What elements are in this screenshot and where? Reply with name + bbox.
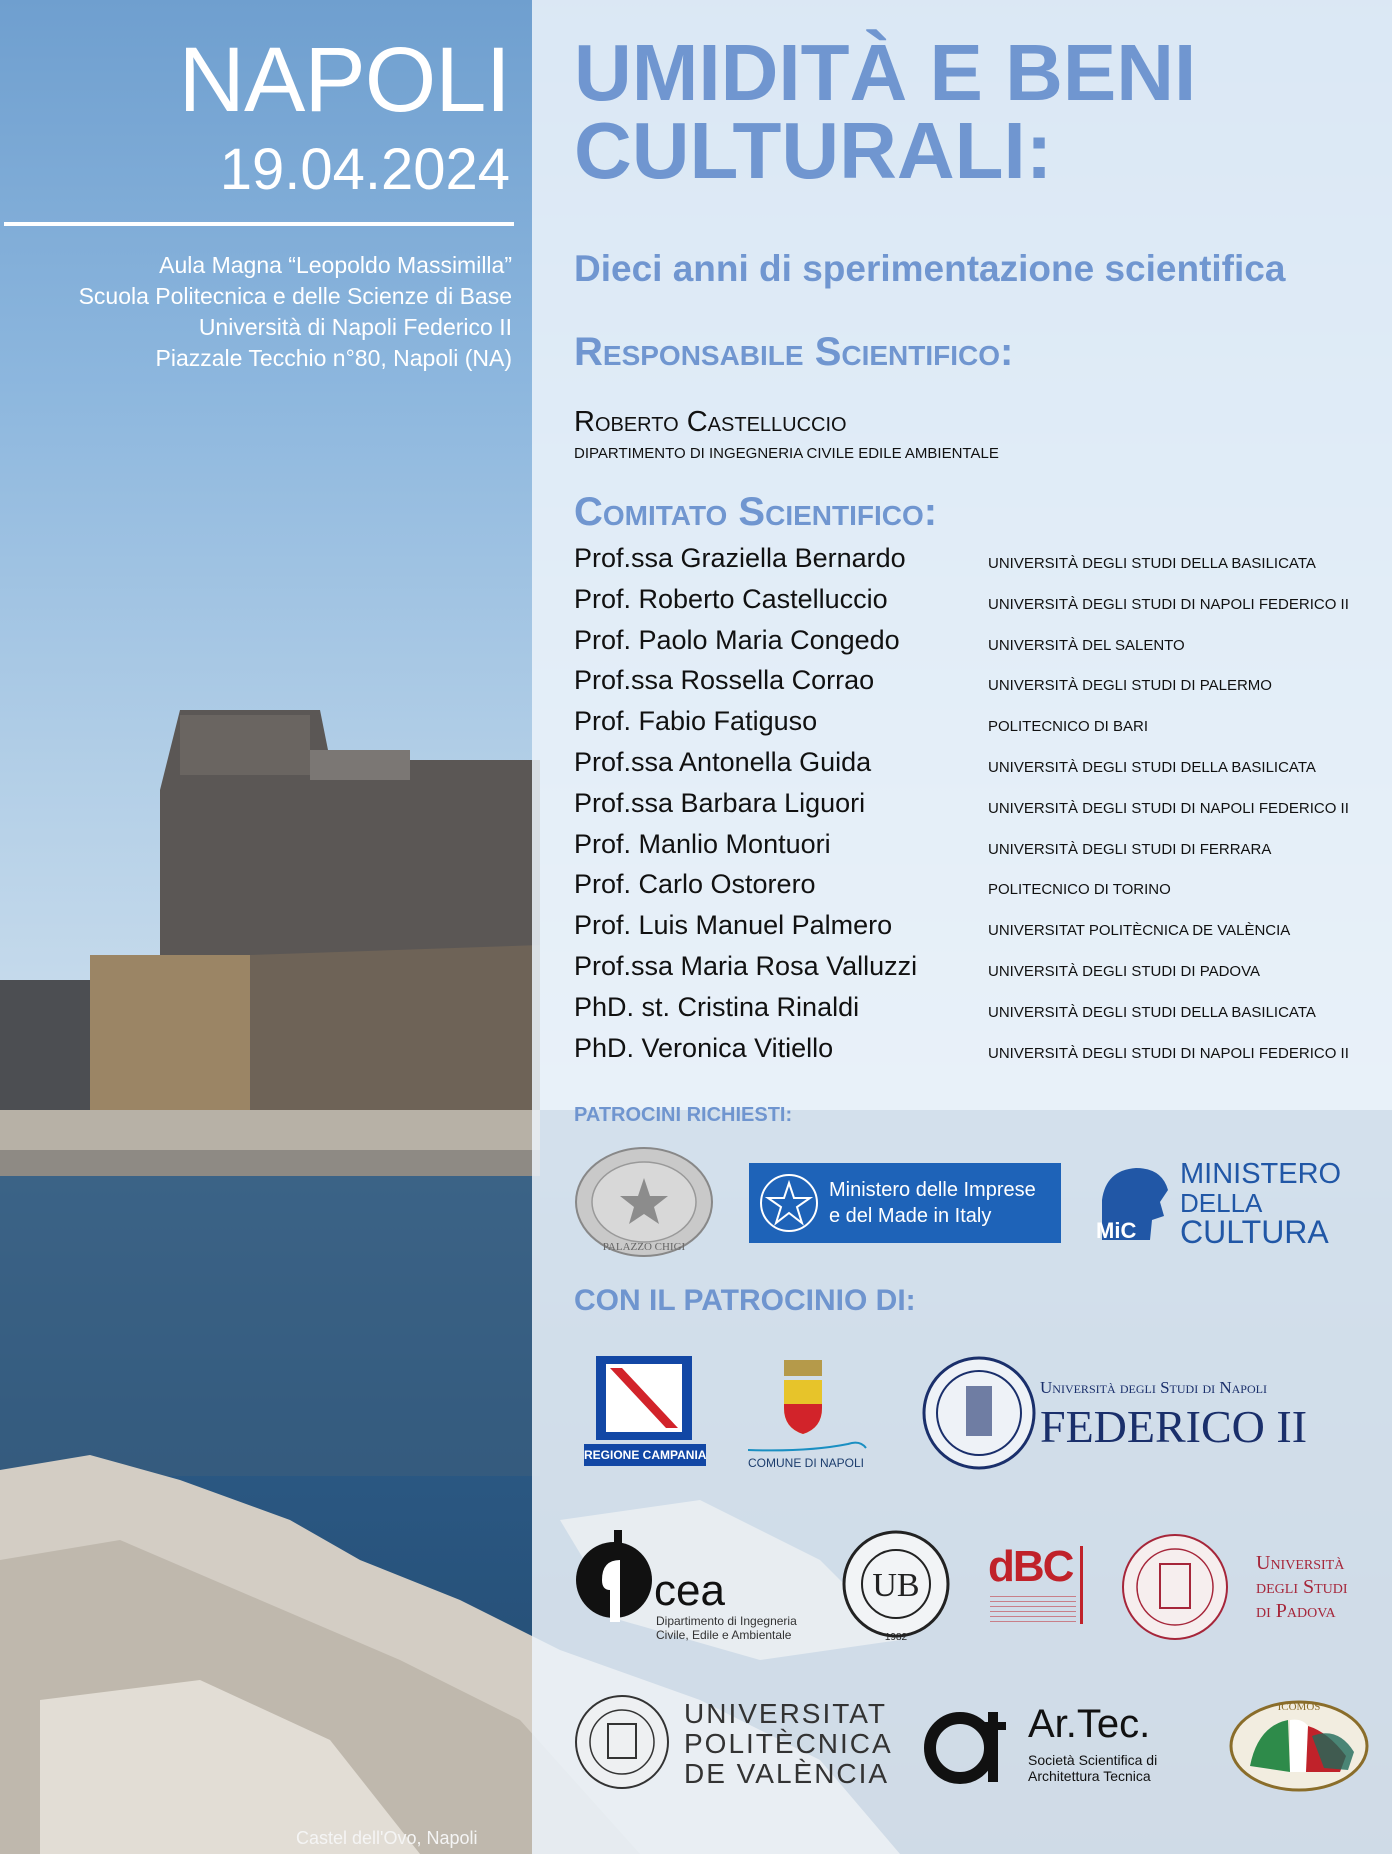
member-name: Prof.ssa Graziella Bernardo xyxy=(574,543,906,573)
title-line: CULTURALI: xyxy=(574,106,1053,195)
mimit-line1: Ministero delle Imprese xyxy=(829,1179,1036,1201)
upv-seal-icon xyxy=(574,1694,670,1790)
member-name: Prof. Paolo Maria Congedo xyxy=(574,624,900,655)
icomos-logo xyxy=(1228,1696,1370,1792)
photo-caption: Castel dell'Ovo, Napoli xyxy=(296,1828,478,1848)
icomos-label: ICOMOS xyxy=(1277,1701,1321,1713)
member-name: PhD. st. Cristina Rinaldi xyxy=(574,991,860,1022)
page-subtitle: Dieci anni di sperimentazione scientifica xyxy=(574,248,1286,289)
member-name: Prof. Carlo Ostorero xyxy=(574,869,816,900)
venue-line: Aula Magna “Leopoldo Massimilla” xyxy=(159,252,512,278)
list-item xyxy=(574,951,1374,992)
member-name: Prof. Roberto Castelluccio xyxy=(574,583,888,614)
padova-seal-icon xyxy=(1120,1532,1230,1642)
list-item xyxy=(574,788,1374,829)
mic-line2: DELLA xyxy=(1180,1188,1263,1218)
member-university: UNIVERSITAT POLITÈCNICA DE VALÈNCIA xyxy=(988,922,1291,940)
header-divider xyxy=(4,222,514,226)
palazzo-chigi-text: PALAZZO CHIGI xyxy=(602,1241,686,1253)
padova-line2: degli Studi xyxy=(1256,1576,1348,1598)
member-name: Prof. Fabio Fatiguso xyxy=(574,706,818,737)
upv-logo xyxy=(574,1694,893,1794)
member-university: UNIVERSITÀ DEGLI STUDI DI FERRARA xyxy=(988,840,1272,858)
comune-di-napoli-label: COMUNE DI NAPOLI xyxy=(748,1456,865,1470)
comitato-list xyxy=(574,543,1374,1073)
emblem-icon xyxy=(757,1171,821,1235)
regione-shield xyxy=(596,1356,692,1440)
list-item xyxy=(574,747,1374,788)
dicea-mark-icon xyxy=(574,1530,654,1622)
patrocinio-heading: CON IL PATROCINIO DI: xyxy=(574,1284,916,1317)
federico-ii-logo xyxy=(922,1356,1308,1472)
artec-mark-icon xyxy=(922,1706,1012,1786)
dbc-logo xyxy=(988,1542,1084,1626)
list-item xyxy=(574,543,1374,584)
dbc-label: dBC xyxy=(988,1542,1073,1591)
unibas-seal-logo xyxy=(840,1528,952,1642)
upv-line3: DE VALÈNCIA xyxy=(684,1758,890,1789)
federico-line1: Università degli Studi di Napoli xyxy=(1040,1378,1267,1397)
venue-info xyxy=(79,250,512,374)
dicea-line2: Civile, Edile e Ambientale xyxy=(656,1628,792,1642)
padova-line1: Università xyxy=(1256,1552,1345,1574)
mimit-line2: e del Made in Italy xyxy=(829,1205,992,1227)
member-name: Prof.ssa Maria Rosa Valluzzi xyxy=(574,950,918,981)
member-name: Prof.ssa Antonella Guida xyxy=(574,746,872,777)
member-university: UNIVERSITÀ DEGLI STUDI DI NAPOLI FEDERICO II xyxy=(988,799,1349,817)
list-item xyxy=(574,625,1374,666)
artec-line1: Società Scientifica di xyxy=(1028,1752,1158,1768)
mic-abbr: MiC xyxy=(1096,1218,1137,1243)
federico-line2: FEDERICO II xyxy=(1040,1401,1308,1452)
mic-logo xyxy=(1092,1158,1352,1248)
event-date: 19.04.2024 xyxy=(219,137,510,202)
upv-line1: UNIVERSITAT xyxy=(684,1698,887,1729)
wave-icon xyxy=(748,1438,874,1454)
mic-line1: MINISTERO xyxy=(1180,1158,1342,1190)
venue-line: Università di Napoli Federico II xyxy=(198,314,512,340)
list-item xyxy=(574,910,1374,951)
campania-shield-icon xyxy=(596,1356,692,1440)
mimit-logo xyxy=(749,1163,1061,1243)
list-item xyxy=(574,992,1374,1033)
comitato-heading: Comitato Scientifico: xyxy=(574,490,938,534)
venue-line: Piazzale Tecchio n°80, Napoli (NA) xyxy=(155,345,512,371)
list-item xyxy=(574,706,1374,747)
mic-line3: CULTURA xyxy=(1180,1214,1329,1250)
palazzo-chigi-seal-logo xyxy=(574,1146,714,1258)
member-university: UNIVERSITÀ DEL SALENTO xyxy=(988,636,1185,654)
regione-campania-logo xyxy=(584,1356,706,1474)
member-name: Prof.ssa Rossella Corrao xyxy=(574,665,875,696)
artec-line2: Architettura Tecnica xyxy=(1028,1768,1151,1784)
member-name: PhD. Veronica Vitiello xyxy=(574,1032,834,1063)
member-university: UNIVERSITÀ DEGLI STUDI DI PADOVA xyxy=(988,962,1260,980)
member-university: UNIVERSITÀ DEGLI STUDI DELLA BASILICATA xyxy=(988,758,1316,776)
title-line: UMIDITÀ E BENI xyxy=(574,28,1197,117)
member-name: Prof.ssa Barbara Liguori xyxy=(574,787,866,818)
member-university: POLITECNICO DI BARI xyxy=(988,718,1149,736)
regione-campania-label: REGIONE CAMPANIA xyxy=(584,1444,706,1466)
dbc-rule xyxy=(1080,1546,1083,1624)
list-item xyxy=(574,829,1374,870)
dicea-logo xyxy=(574,1530,824,1642)
responsabile-heading: Responsabile Scientifico: xyxy=(574,330,1014,374)
svg-text:UB: UB xyxy=(872,1567,920,1604)
list-item xyxy=(574,1033,1374,1074)
member-university: UNIVERSITÀ DEGLI STUDI DELLA BASILICATA xyxy=(988,1003,1316,1021)
member-university: UNIVERSITÀ DEGLI STUDI DI NAPOLI FEDERICO II xyxy=(988,1044,1349,1062)
list-item xyxy=(574,665,1374,706)
comune-di-napoli-logo xyxy=(744,1358,874,1474)
upv-line2: POLITÈCNICA xyxy=(684,1728,893,1759)
dicea-name: cea xyxy=(654,1566,725,1615)
responsabile-department: DIPARTIMENTO DI INGEGNERIA CIVILE EDILE AMBIENTALE xyxy=(574,445,999,462)
unibas-year: 1982 xyxy=(884,1632,908,1642)
patrocini-richiesti-heading: PATROCINI RICHIESTI: xyxy=(574,1104,793,1126)
padova-logo xyxy=(1120,1532,1380,1644)
responsabile-name: Roberto Castelluccio xyxy=(574,406,847,438)
list-item xyxy=(574,869,1374,910)
federico-seal-icon xyxy=(922,1356,1036,1470)
dicea-line1: Dipartimento di Ingegneria xyxy=(656,1614,797,1628)
venue-line: Scuola Politecnica e delle Scienze di Base xyxy=(78,283,512,309)
member-university: UNIVERSITÀ DEGLI STUDI DI PALERMO xyxy=(988,677,1272,695)
list-item xyxy=(574,584,1374,625)
member-university: UNIVERSITÀ DEGLI STUDI DI NAPOLI FEDERICO II xyxy=(988,595,1349,613)
member-name: Prof. Manlio Montuori xyxy=(574,828,831,859)
member-university: UNIVERSITÀ DEGLI STUDI DELLA BASILICATA xyxy=(988,555,1316,572)
napoli-crest-icon xyxy=(778,1358,828,1436)
event-city: NAPOLI xyxy=(178,29,510,131)
artec-name: Ar.Tec. xyxy=(1028,1702,1151,1746)
dbc-caption-lines xyxy=(990,1596,1076,1622)
page-title xyxy=(574,28,1197,195)
member-name: Prof. Luis Manuel Palmero xyxy=(574,910,893,941)
artec-logo xyxy=(922,1702,1172,1792)
member-university: POLITECNICO DI TORINO xyxy=(988,881,1171,899)
padova-line3: di Padova xyxy=(1256,1600,1336,1622)
